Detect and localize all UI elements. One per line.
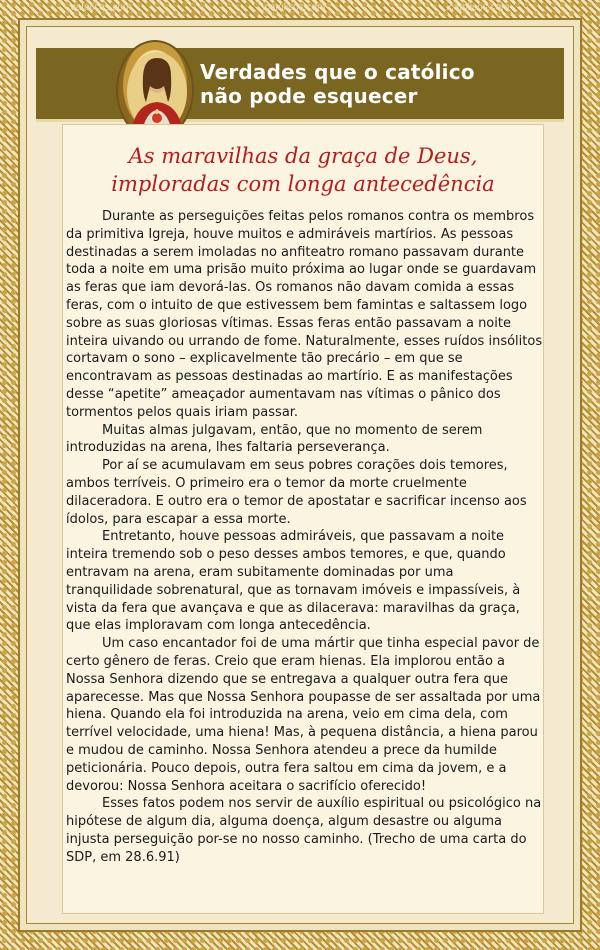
watermark-text: .catolicos.com — [262, 2, 326, 13]
header-title-line1: Verdades que o católico — [200, 60, 475, 84]
watermark-text: .catolicos.com — [68, 2, 132, 13]
header-title-line2: não pode esquecer — [200, 84, 418, 108]
subtitle-line1: As maravilhas da graça de Deus, — [128, 144, 478, 168]
article-subtitle — [62, 142, 544, 198]
paragraph: Esses fatos podem nos servir de auxílio espiritual ou psicológico na hipótese de algum dia, alguma doença, algum desastre ou alguma injusta perseguição por-se no nosso caminho. (Trecho de uma carta do SDP, em 28.6.91) — [66, 796, 542, 865]
paragraph: Entretanto, houve pessoas admiráveis, que passavam a noite inteira tremendo sob o peso desses ambos temores, e que, quando entravam na arena, eram subitamente dominadas por uma tranquilidade sobrenatural, que as tornavam imóveis e impassíveis, à vista da fera que avançava e que as dilacerava: maravilhas da graça, que elas imploravam com longa antecedência. — [66, 529, 521, 634]
paragraph: Por aí se acumulavam em seus pobres corações dois temores, ambos terríveis. O primeiro era o temor da morte cruelmente dilaceradora. E outro era o temor de apostatar e sacrificar incenso aos ídolos, para escapar a essa morte. — [66, 458, 527, 527]
paragraph: Um caso encantador foi de uma mártir que tinha especial pavor de certo gênero de feras. Creio que eram hienas. Ela implorou então a Nossa Senhora dizendo que se entregava a qualquer outra fera que aparecesse. Mas que Nossa Senhora poupasse de ser assaltada por uma hiena. Quando ela foi introduzida na arena, veio em cima dela, com terrível velocidade, uma hiena! Mas, à pequena distância, a hiena parou e mudou de caminho. Nossa Senhora atendeu a prece da humilde peticionária. Pouco depois, outra fera saltou em cima da jovem, e a devorou: Nossa Senhora aceitara o sacrifício oferecido! — [66, 636, 541, 794]
article-body — [66, 208, 544, 866]
header-title — [200, 60, 560, 108]
paragraph: Durante as perseguições feitas pelos romanos contra os membros da primitiva Igreja, houve muitos e admiráveis martírios. As pessoas destinadas a serem imoladas no anfiteatro romano passavam durante toda a noite em uma prisão muito próxima ao lugar onde se guardavam as feras que iam devorá-las. Os romanos não davam comida a essas feras, com o intuito de que estivessem bem famintas e saltassem logo sobre as suas gloriosas vítimas. Essas feras então passavam a noite inteira uivando ou urrando de fome. Naturalmente, esses ruídos insólitos cortavam o sono – explicavelmente tão precário – em que se encontravam as pessoas destinadas ao martírio. E as manifestações desse “apetite” ameaçador aumentavam nas vítimas o pânico dos tormentos pelos quais iriam passar. — [66, 209, 543, 420]
paragraph: Muitas almas julgavam, então, que no momento de serem introduzidas na arena, lhes faltaria perseverança. — [66, 422, 483, 456]
watermark-text: .catolicos.com — [446, 2, 510, 13]
subtitle-line2: imploradas com longa antecedência — [111, 172, 495, 196]
